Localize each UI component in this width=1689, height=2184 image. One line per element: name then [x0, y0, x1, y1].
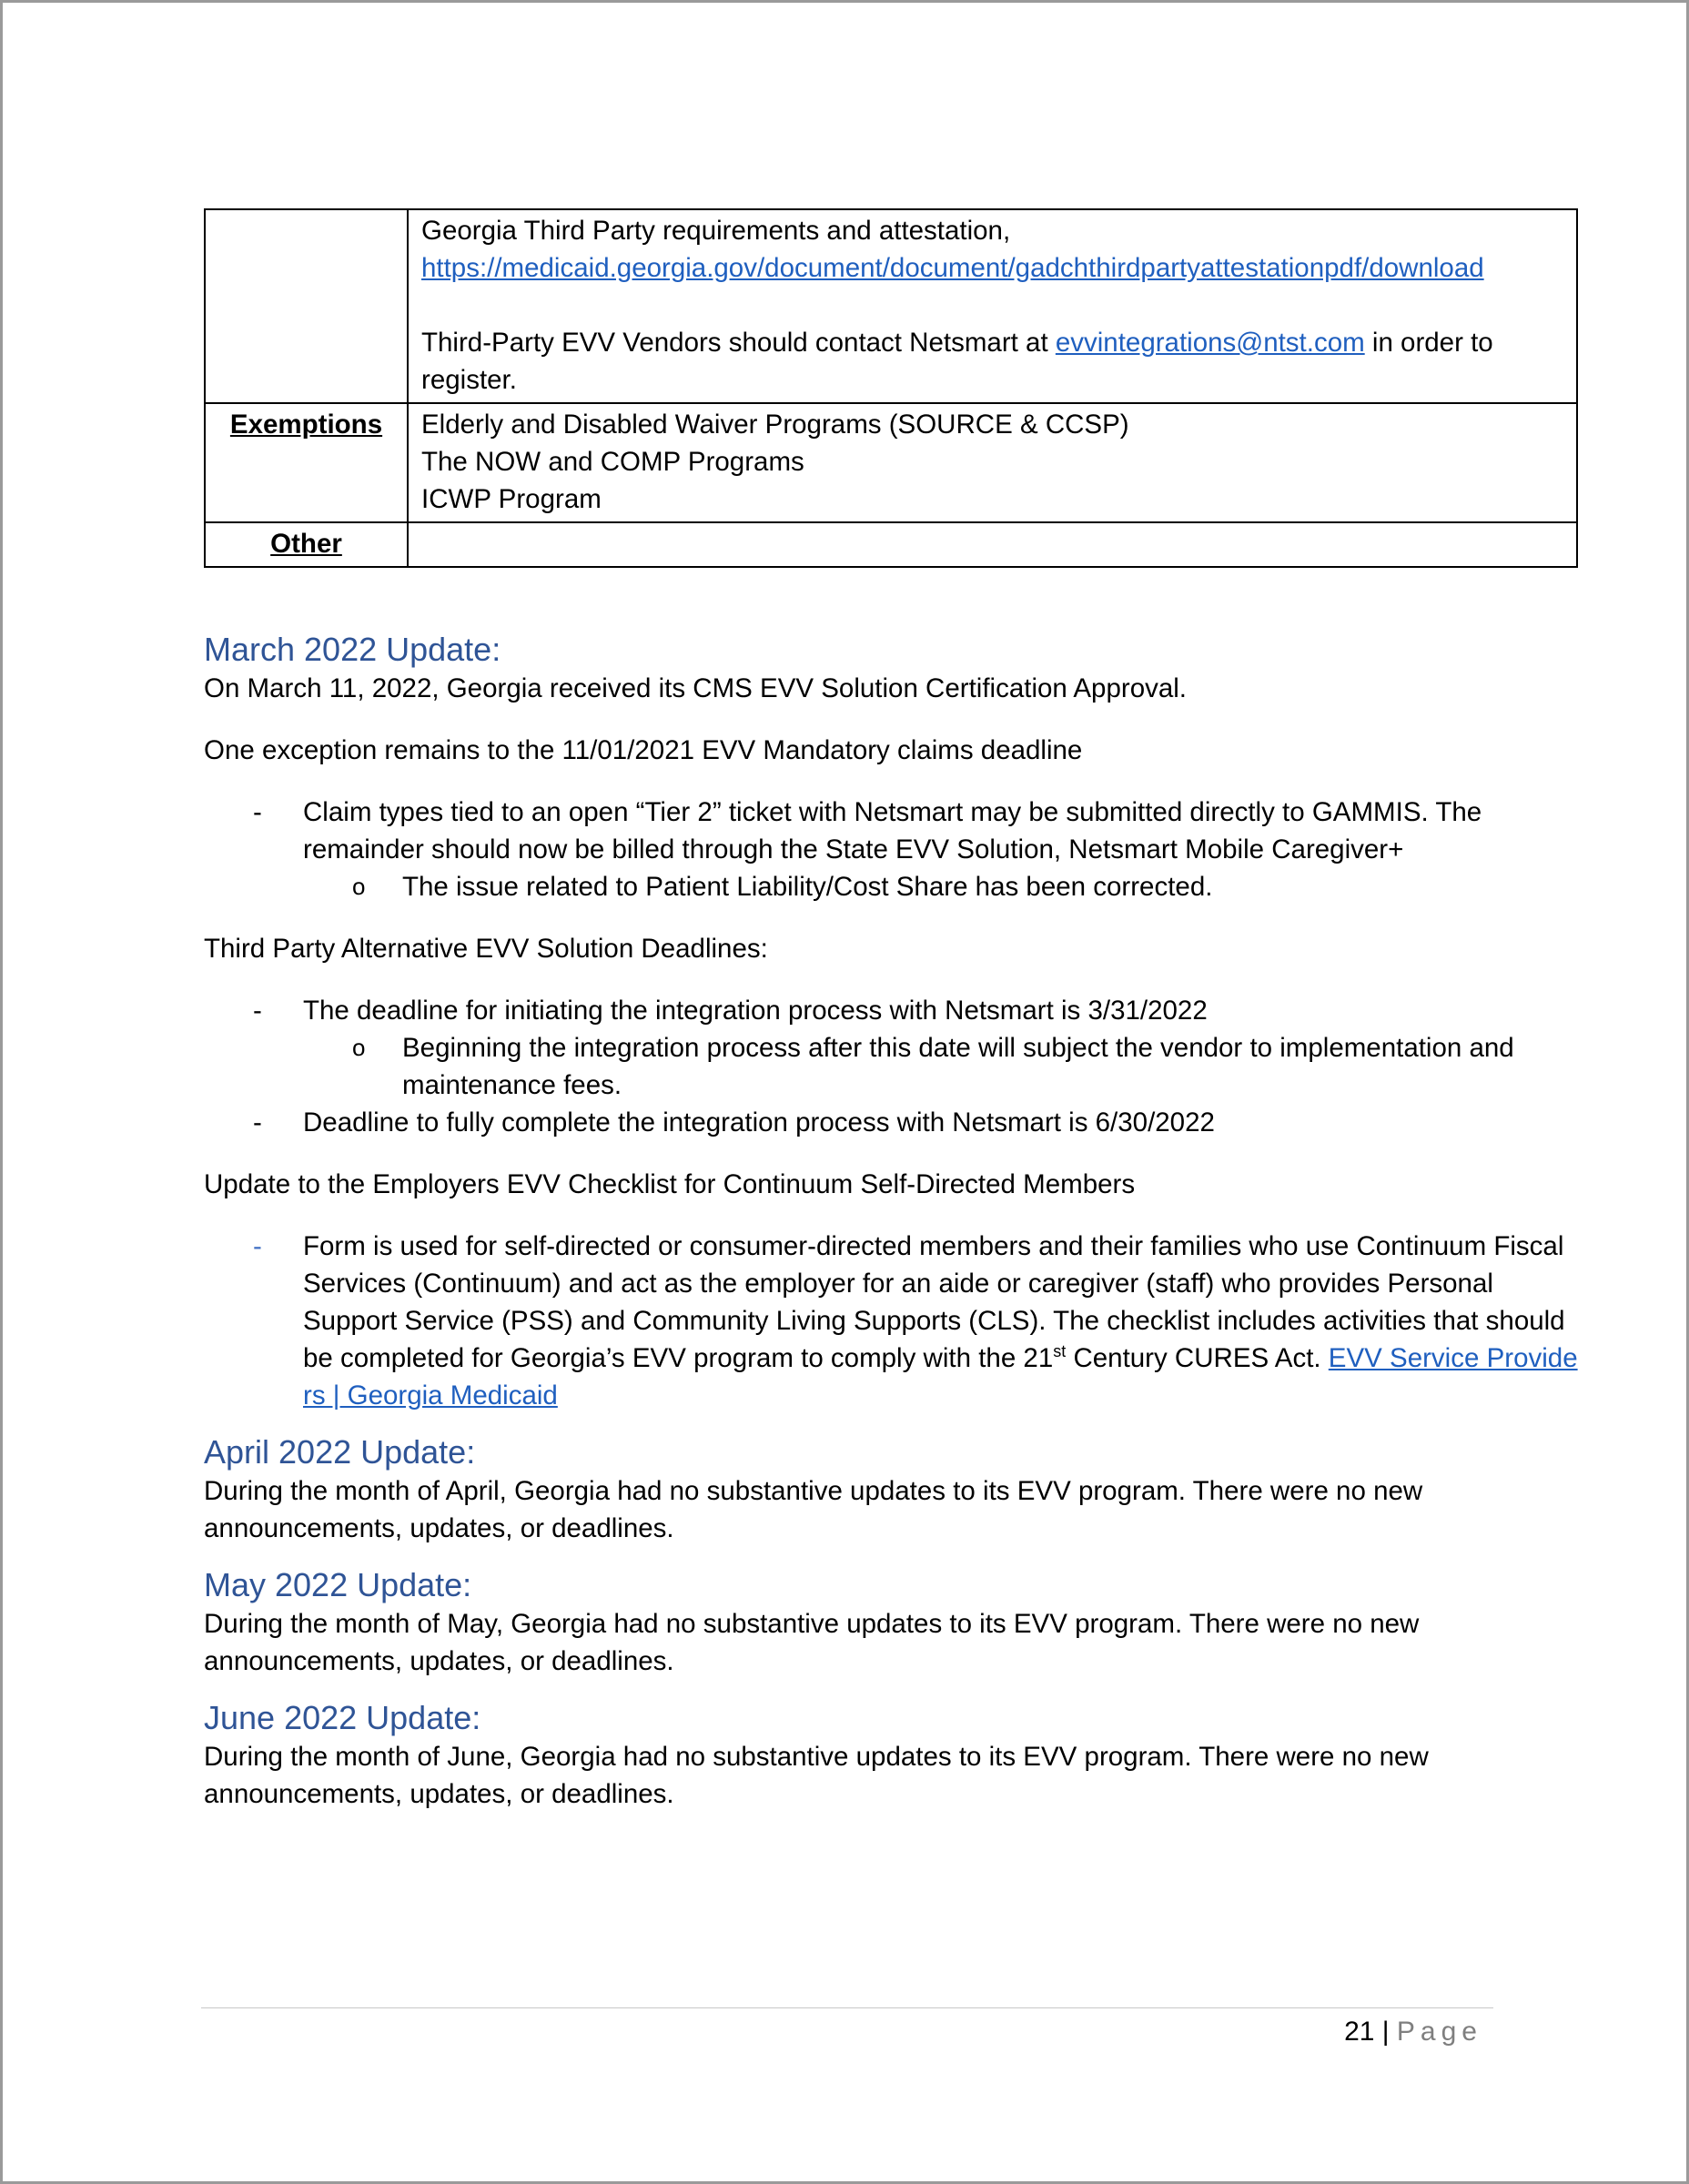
may-update-heading: May 2022 Update:: [204, 1566, 472, 1603]
ordinal-suffix: st: [1053, 1342, 1067, 1361]
march-bullet-list: [204, 992, 1578, 1141]
march-paragraph: One exception remains to the 11/01/2021 EVV Mandatory claims deadline: [204, 735, 1083, 765]
sub-bullet-text: The issue related to Patient Liability/Cost Share has been corrected.: [402, 872, 1213, 902]
page-word: Page: [1396, 2017, 1482, 2047]
april-paragraph: During the month of April, Georgia had no substantive updates to its EVV program. There were no new announcements, updates, or deadlines.: [204, 1476, 1423, 1543]
attestation-intro: Georgia Third Party requirements and attestation,: [421, 216, 1011, 246]
evv-info-table: [204, 208, 1578, 568]
table-row: [205, 522, 1577, 567]
evv-service-providers-link[interactable]: EVV Service Providers | Georgia Medicaid: [303, 1343, 1578, 1410]
march-paragraph: Update to the Employers EVV Checklist for Continuum Self-Directed Members: [204, 1169, 1136, 1199]
exemptions-label: Exemptions: [205, 403, 408, 522]
april-update-heading: April 2022 Update:: [204, 1433, 476, 1471]
dash-bullet: -: [253, 1231, 262, 1261]
page-footer: [1186, 2012, 1482, 2052]
vendor-contact-text: [421, 324, 1563, 399]
exemption-item: The NOW and COMP Programs: [421, 447, 804, 477]
bullet-text: The deadline for initiating the integration process with Netsmart is 3/31/2022: [303, 996, 1208, 1026]
row-label: [205, 209, 408, 403]
bullet-text: Century CURES Act.: [1066, 1343, 1329, 1373]
netsmart-email-link[interactable]: evvintegrations@ntst.com: [1055, 328, 1365, 358]
list-item: [303, 1029, 1578, 1104]
may-paragraph: During the month of May, Georgia had no substantive updates to its EVV program. There were no new announcements, updates, or deadlines.: [204, 1609, 1420, 1676]
table-row: [205, 209, 1577, 403]
list-item: [303, 868, 1578, 905]
march-bullet-list: [204, 1228, 1578, 1414]
list-item: [204, 1228, 1578, 1414]
exemptions-value: [408, 403, 1577, 522]
other-label: Other: [205, 522, 408, 567]
dash-bullet: -: [253, 797, 262, 827]
sub-bullet-text: Beginning the integration process after this date will subject the vendor to implementation and maintenance fees.: [402, 1033, 1514, 1100]
bullet-text: Form is used for self-directed or consumer-directed members and their families who use Continuum Fiscal Services (Continuum) and act as the employer for an aide or caregiver (staff) who provides Personal Support Service (PSS) and Community Living Supports (CLS). The checklist includes activities that should be completed for Georgia’s EVV program to comply with the 21: [303, 1231, 1565, 1373]
circle-bullet: o: [352, 1034, 366, 1061]
attestation-link[interactable]: https://medicaid.georgia.gov/document/document/gadchthirdpartyattestationpdf/download: [421, 253, 1484, 283]
march-bullet-list: [204, 794, 1578, 905]
footer-divider: [201, 2007, 1493, 2008]
june-paragraph: During the month of June, Georgia had no substantive updates to its EVV program. There were no new announcements, updates, or deadlines.: [204, 1742, 1429, 1809]
june-update-heading: June 2022 Update:: [204, 1699, 481, 1736]
exemption-item: Elderly and Disabled Waiver Programs (SOURCE & CCSP): [421, 410, 1129, 440]
march-paragraph: On March 11, 2022, Georgia received its CMS EVV Solution Certification Approval.: [204, 673, 1188, 703]
bullet-text: Deadline to fully complete the integration process with Netsmart is 6/30/2022: [303, 1107, 1215, 1138]
list-item: [204, 794, 1578, 905]
vendor-contact-suffix: in order to register.: [421, 328, 1493, 395]
dash-bullet: -: [253, 996, 262, 1026]
dash-bullet: -: [253, 1107, 262, 1138]
row-value: [408, 209, 1577, 403]
table-row: [205, 403, 1577, 522]
march-paragraph: Third Party Alternative EVV Solution Deadlines:: [204, 934, 768, 964]
other-value: [408, 522, 1577, 567]
page-content: [204, 208, 1578, 1837]
page-separator: |: [1381, 2017, 1390, 2047]
march-update-heading: March 2022 Update:: [204, 631, 501, 668]
list-item: [204, 992, 1578, 1104]
circle-bullet: o: [352, 873, 366, 900]
page-number: 21: [1344, 2017, 1375, 2047]
vendor-contact-prefix: Third-Party EVV Vendors should contact Netsmart at: [421, 328, 1056, 358]
exemption-item: ICWP Program: [421, 484, 602, 514]
list-item: [204, 1104, 1578, 1141]
bullet-text: Claim types tied to an open “Tier 2” ticket with Netsmart may be submitted directly to GAMMIS. The remainder should now be billed through the State EVV Solution, Netsmart Mobile Caregiver+: [303, 797, 1482, 864]
